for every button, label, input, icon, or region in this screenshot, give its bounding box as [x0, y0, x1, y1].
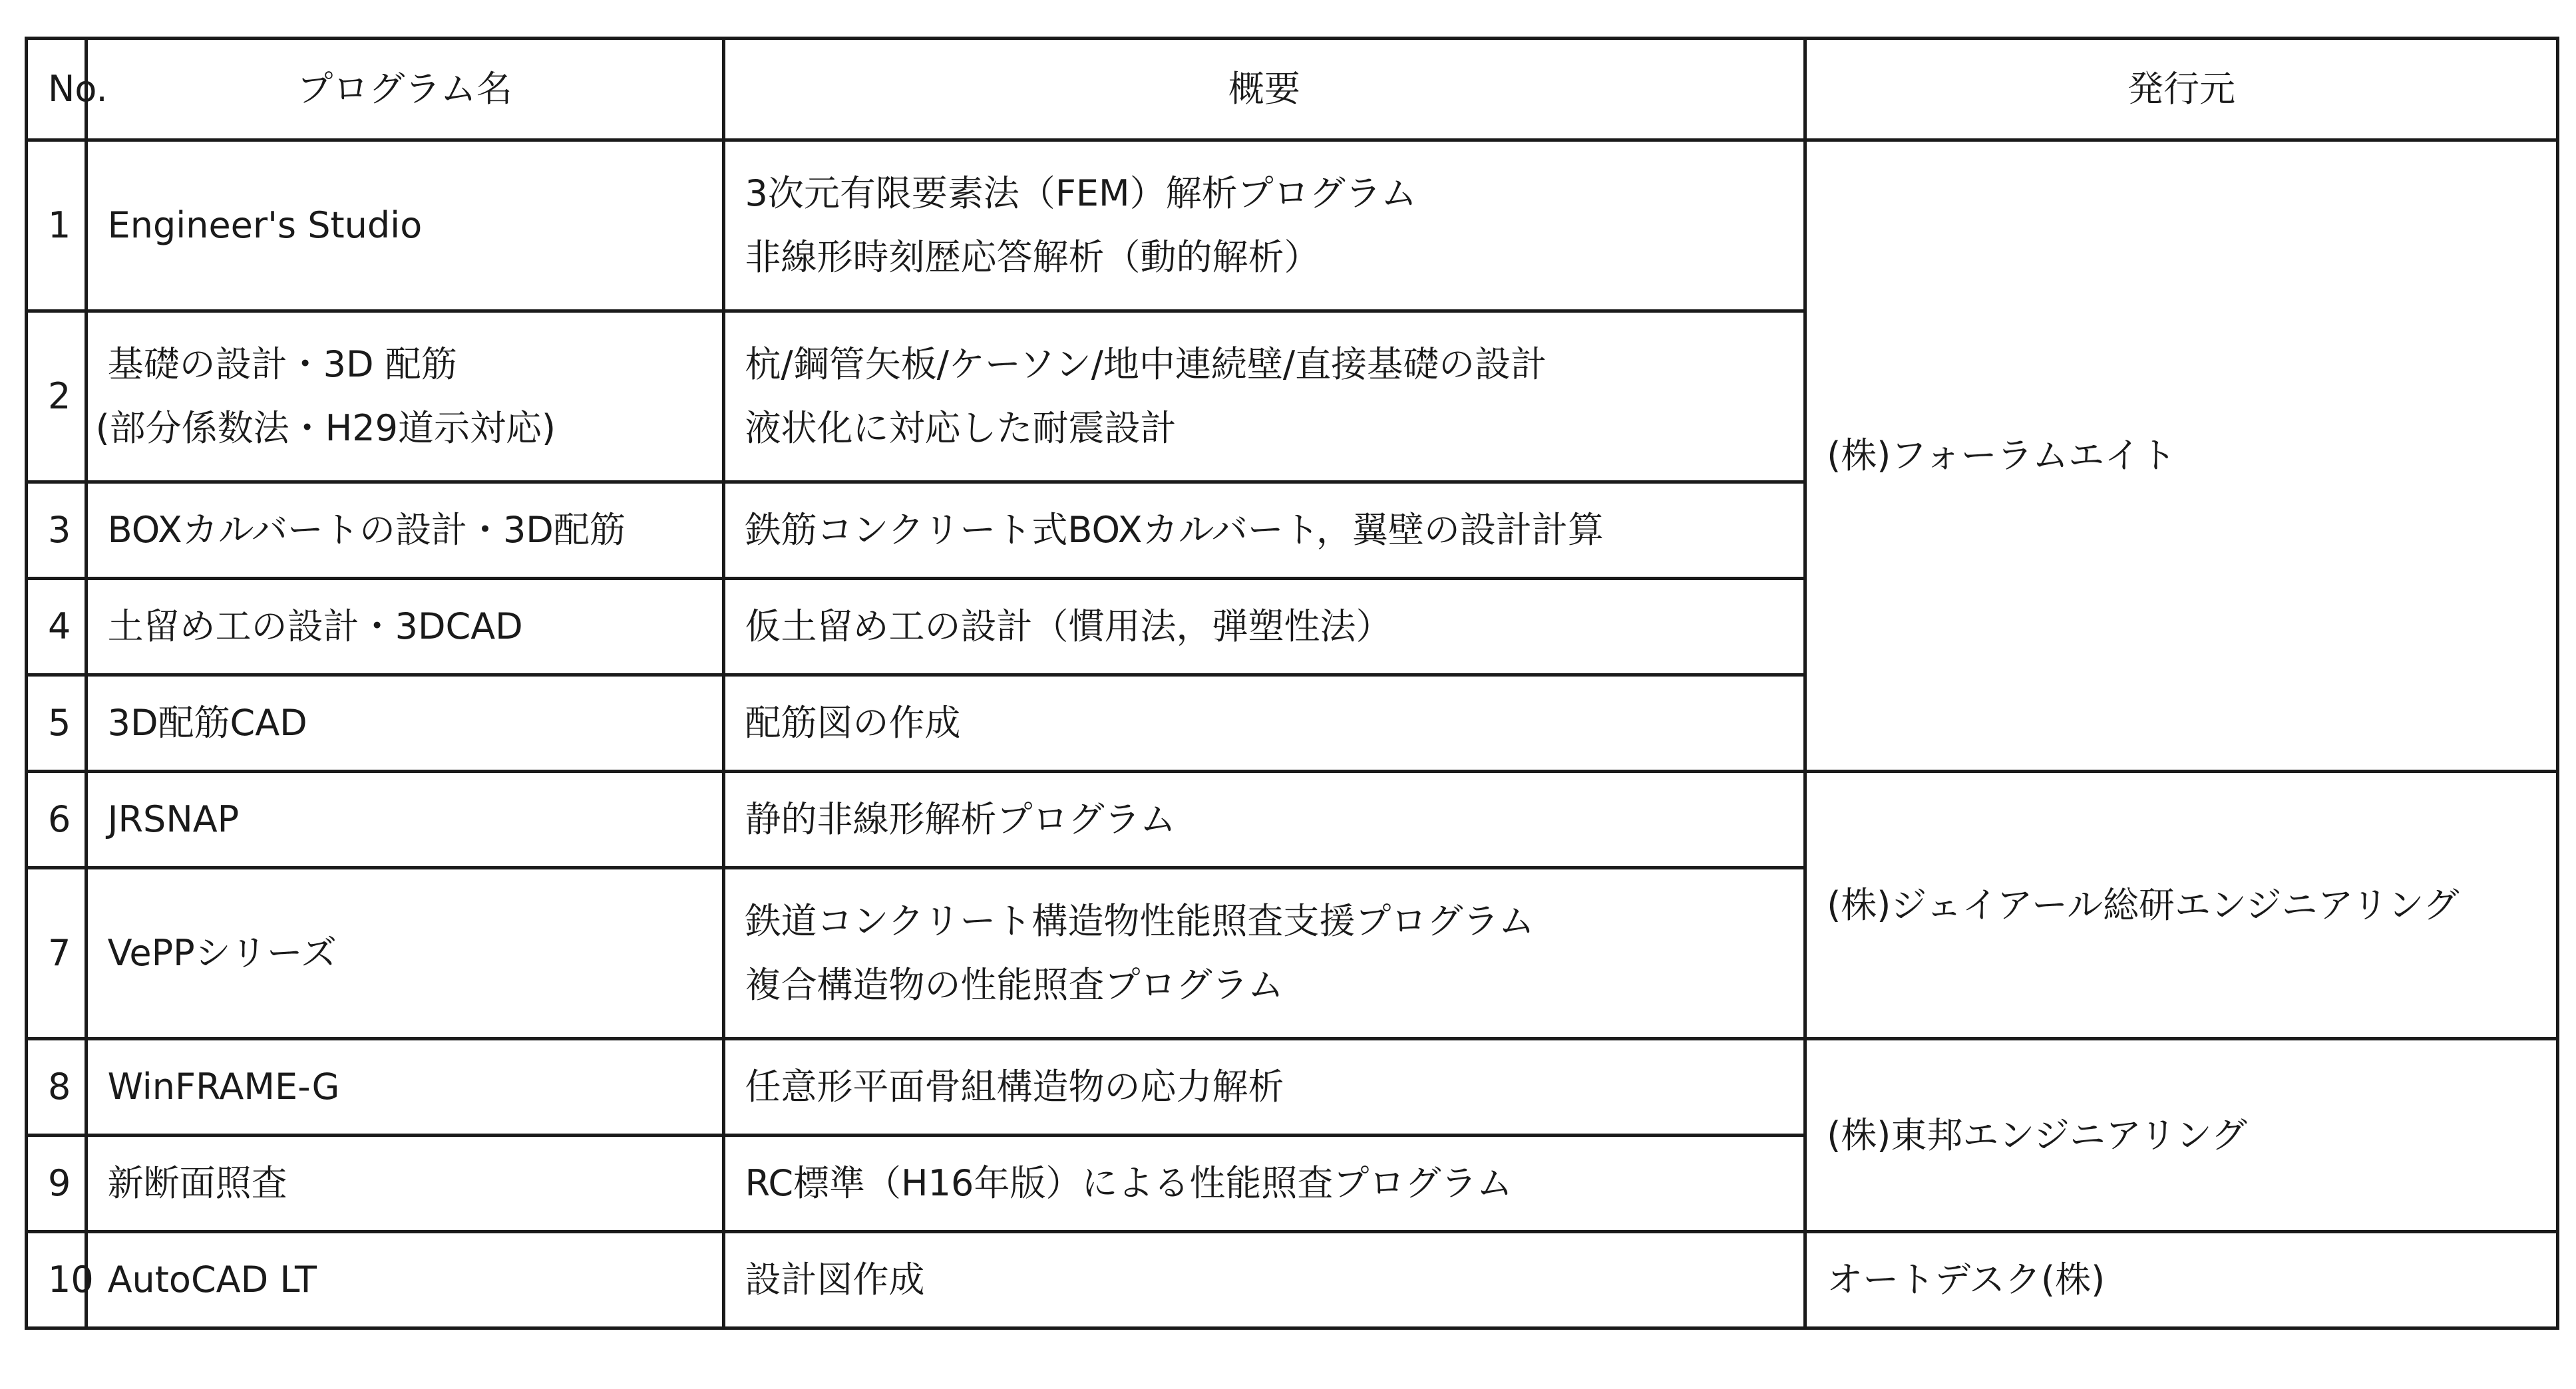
header-summary: 概要 [723, 39, 1805, 140]
summary-line: 杭/鋼管矢板/ケーソン/地中連続壁/直接基礎の設計 [745, 343, 1547, 385]
program-name [86, 675, 723, 772]
program-name-line: 土留め工の設計・3DCAD [107, 605, 523, 647]
header-no: No. [27, 39, 87, 140]
summary-line: 鉄道コンクリート構造物性能照査支援プログラム [745, 900, 1535, 942]
publisher-cell: オートデスク(株) [1805, 1232, 2558, 1328]
row-no: 3 [27, 482, 87, 579]
program-summary [723, 772, 1805, 868]
program-name [86, 311, 723, 482]
publisher-cell: (株)東邦エンジニアリング [1805, 1039, 2558, 1232]
program-name-line: 基礎の設計・3D 配筋 [107, 343, 457, 385]
program-name-line: VePPシリーズ [107, 932, 337, 974]
row-no: 9 [27, 1136, 87, 1232]
program-table [25, 37, 2559, 1330]
program-name [86, 868, 723, 1039]
program-name-line: JRSNAP [107, 798, 240, 840]
program-name-line: 3D配筋CAD [107, 702, 307, 744]
program-name [86, 140, 723, 311]
program-summary [723, 482, 1805, 579]
summary-line: 配筋図の作成 [745, 702, 961, 744]
row-no: 6 [27, 772, 87, 868]
program-name-line: 新断面照査 [107, 1162, 287, 1204]
summary-line: 複合構造物の性能照査プログラム [745, 964, 1284, 1006]
program-summary [723, 579, 1805, 675]
summary-line: 鉄筋コンクリート式BOXカルバート，翼壁の設計計算 [745, 509, 1604, 551]
summary-line: 静的非線形解析プログラム [745, 798, 1176, 840]
row-no: 5 [27, 675, 87, 772]
program-name [86, 1136, 723, 1232]
publisher-cell: (株)フォーラムエイト [1805, 140, 2558, 772]
program-name-line: BOXカルバートの設計・3D配筋 [107, 509, 626, 551]
table-row [27, 772, 2558, 868]
program-summary [723, 1136, 1805, 1232]
table-row [27, 140, 2558, 311]
program-name-line: WinFRAME-G [107, 1066, 340, 1108]
header-publisher: 発行元 [1805, 39, 2558, 140]
row-no: 10 [27, 1232, 87, 1328]
row-no: 1 [27, 140, 87, 311]
header-program: プログラム名 [86, 39, 723, 140]
row-no: 4 [27, 579, 87, 675]
program-name [86, 1039, 723, 1136]
program-name-line: Engineer's Studio [107, 204, 423, 246]
table-row [27, 1232, 2558, 1328]
program-summary [723, 1232, 1805, 1328]
summary-line: RC標準（H16年版）による性能照査プログラム [745, 1162, 1513, 1204]
row-no: 2 [27, 311, 87, 482]
summary-line: 設計図作成 [745, 1259, 925, 1301]
table-header-row [27, 39, 2558, 140]
program-summary [723, 311, 1805, 482]
summary-line: 液状化に対応した耐震設計 [745, 407, 1177, 449]
summary-line: 3次元有限要素法（FEM）解析プログラム [745, 172, 1417, 214]
summary-line: 任意形平面骨組構造物の応力解析 [745, 1066, 1284, 1108]
row-no: 8 [27, 1039, 87, 1136]
program-name [86, 1232, 723, 1328]
summary-line: 非線形時刻歴応答解析（動的解析） [745, 236, 1320, 278]
program-summary [723, 140, 1805, 311]
program-summary [723, 675, 1805, 772]
program-name [86, 772, 723, 868]
program-name [86, 482, 723, 579]
table-row [27, 1039, 2558, 1136]
publisher-cell: (株)ジェイアール総研エンジニアリング [1805, 772, 2558, 1039]
program-name-line: AutoCAD LT [107, 1259, 317, 1301]
program-summary [723, 868, 1805, 1039]
program-name-line: (部分係数法・H29道示対応) [95, 407, 556, 449]
row-no: 7 [27, 868, 87, 1039]
summary-line: 仮土留め工の設計（慣用法，弾塑性法） [745, 605, 1392, 647]
program-name [86, 579, 723, 675]
program-summary [723, 1039, 1805, 1136]
